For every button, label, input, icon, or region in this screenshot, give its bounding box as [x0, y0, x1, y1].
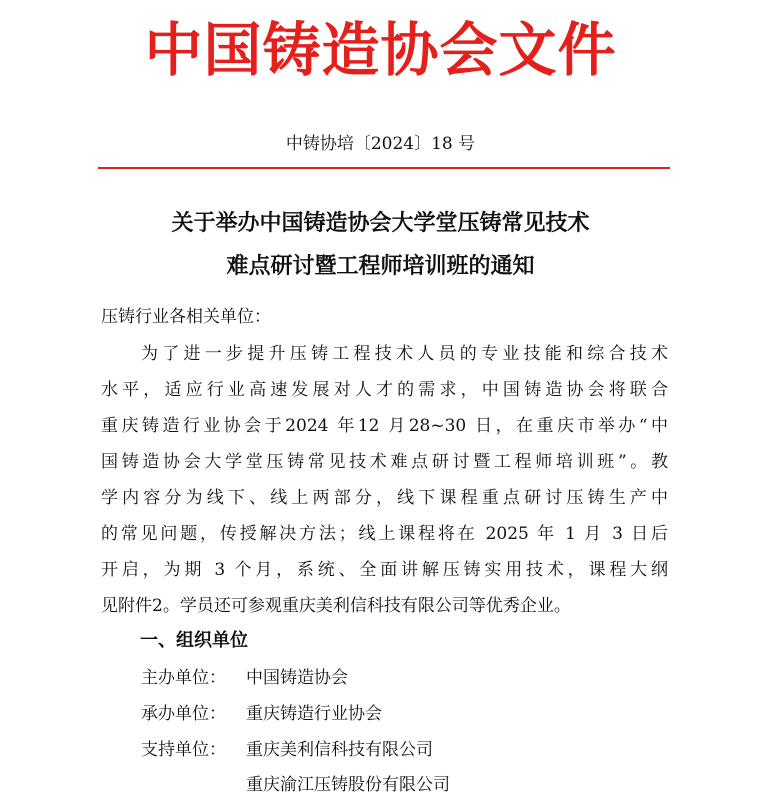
body-paragraph-line: 的常见问题，传授解决方法；线上课程将在 2025 年 1 月 3 日后 — [101, 524, 668, 544]
host-value: 中国铸造协会 — [246, 668, 348, 688]
red-divider-line — [98, 167, 670, 169]
organizer-label: 承办单位： — [141, 704, 226, 724]
section-heading-organizers: 一、组织单位 — [140, 630, 248, 651]
body-paragraph-line: 国铸造协会大学堂压铸常见技术难点研讨暨工程师培训班”。教 — [101, 452, 668, 472]
notice-title-line-2: 难点研讨暨工程师培训班的通知 — [226, 253, 535, 279]
body-paragraph-line: 学内容分为线下、线上两部分，线下课程重点研讨压铸生产中 — [101, 488, 668, 508]
supporter-value: 重庆渝江压铸股份有限公司 — [246, 775, 450, 795]
body-paragraph-line: 水平，适应行业高速发展对人才的需求，中国铸造协会将联合 — [101, 380, 668, 400]
document-header-title: 中国铸造协会文件 — [144, 16, 617, 84]
body-paragraph-line: 重庆铸造行业协会于2024 年12 月28~30 日，在重庆市举办“中 — [101, 416, 668, 436]
host-label: 主办单位： — [141, 668, 226, 688]
supporter-label: 支持单位： — [141, 740, 226, 760]
body-paragraph-line: 为了进一步提升压铸工程技术人员的专业技能和综合技术 — [141, 344, 668, 364]
body-paragraph-line: 见附件2。学员还可参观重庆美利信科技有限公司等优秀企业。 — [101, 596, 571, 616]
notice-title-line-1: 关于举办中国铸造协会大学堂压铸常见技术 — [171, 210, 590, 236]
salutation: 压铸行业各相关单位： — [101, 307, 271, 327]
supporter-value: 重庆美利信科技有限公司 — [246, 740, 433, 760]
document-number: 中铸协培〔2024〕18 号 — [285, 134, 476, 154]
body-paragraph-line: 开启，为期 3 个月，系统、全面讲解压铸实用技术，课程大纲 — [101, 560, 668, 580]
organizer-value: 重庆铸造行业协会 — [246, 704, 382, 724]
